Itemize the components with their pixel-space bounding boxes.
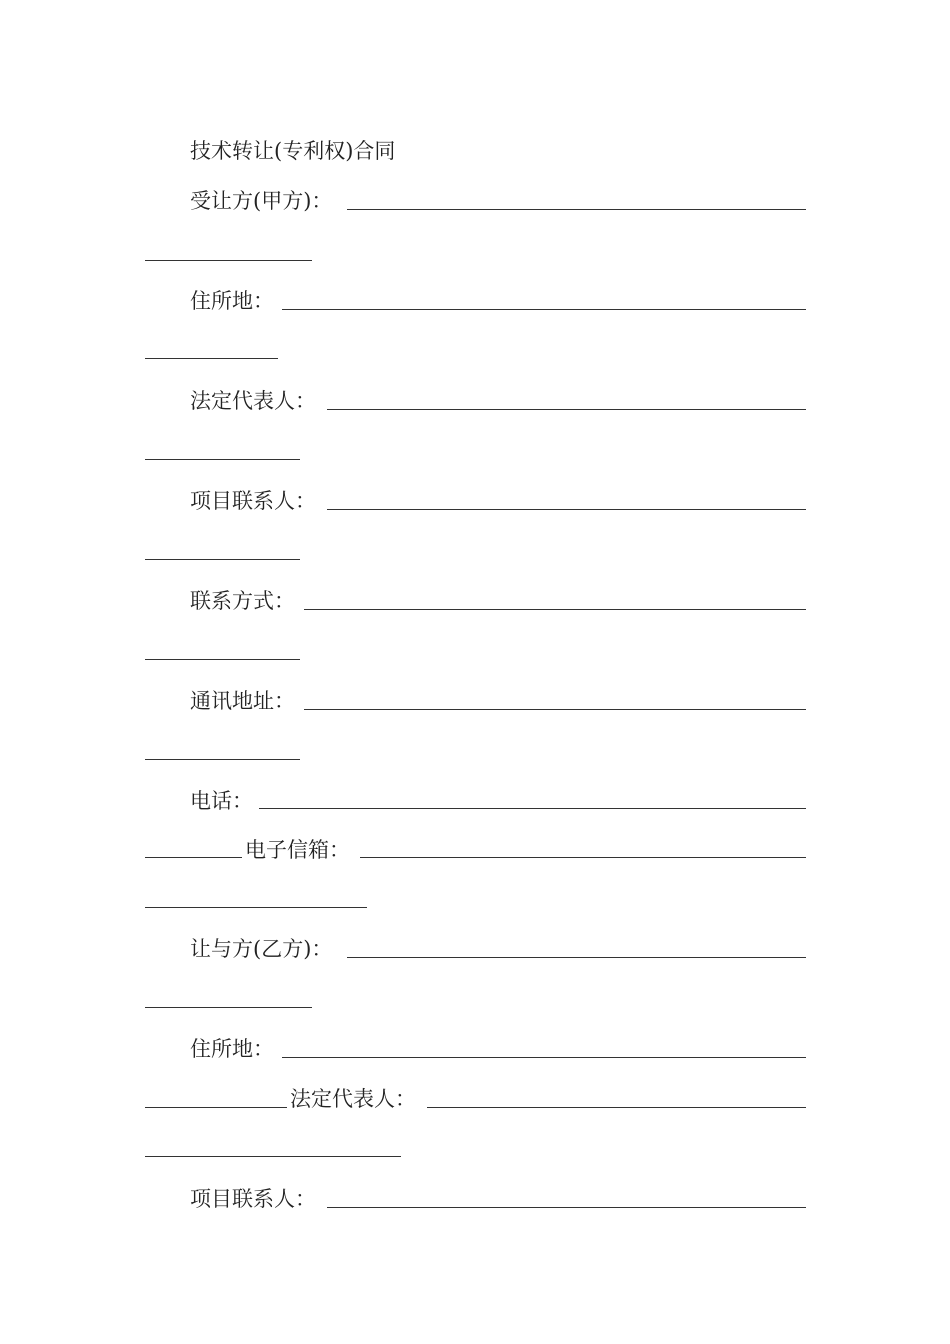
blank-line-assignee-mail-address[interactable] (304, 709, 806, 710)
field-label-assignee-address: 住所地： (190, 289, 274, 313)
blank-line-assignee-legal-rep[interactable] (327, 409, 806, 410)
document-title: 技术转让(专利权)合同 (190, 139, 396, 163)
blank-line-assignee-contact-cont[interactable] (145, 559, 300, 560)
field-label-assignee-contact: 项目联系人： (190, 489, 316, 513)
blank-line-assignee-contact-method[interactable] (304, 609, 806, 610)
blank-line-assignee-legal-rep-cont[interactable] (145, 459, 300, 460)
field-label-assignee-phone: 电话： (190, 789, 253, 813)
blank-line-assignee-address[interactable] (282, 309, 806, 310)
field-label-assignor: 让与方(乙方)： (190, 937, 333, 961)
blank-line-assignee-email-cont[interactable] (145, 907, 367, 908)
blank-line-assignee-contact[interactable] (327, 509, 806, 510)
blank-line-assignor-address[interactable] (282, 1057, 806, 1058)
blank-line-assignor-legal-rep-cont[interactable] (145, 1156, 401, 1157)
field-label-assignee-email: 电子信箱： (245, 838, 350, 862)
blank-line-assignor-address-cont[interactable] (145, 1107, 287, 1108)
field-label-assignee: 受让方(甲方)： (190, 189, 333, 213)
field-label-assignor-contact: 项目联系人： (190, 1187, 316, 1211)
field-label-assignee-legal-rep: 法定代表人： (190, 389, 316, 413)
field-label-assignee-contact-method: 联系方式： (190, 589, 295, 613)
field-label-assignee-mail-address: 通讯地址： (190, 689, 295, 713)
blank-line-assignor-cont[interactable] (145, 1007, 312, 1008)
blank-line-assignor-contact[interactable] (327, 1207, 806, 1208)
blank-line-assignee-phone-cont[interactable] (145, 857, 242, 858)
blank-line-assignee[interactable] (347, 209, 806, 210)
field-label-assignor-legal-rep: 法定代表人： (290, 1087, 416, 1111)
blank-line-assignee-email[interactable] (360, 857, 806, 858)
blank-line-assignor-legal-rep[interactable] (427, 1107, 806, 1108)
blank-line-assignee-cont[interactable] (145, 260, 312, 261)
blank-line-assignee-address-cont[interactable] (145, 358, 278, 359)
blank-line-assignee-phone[interactable] (259, 808, 806, 809)
blank-line-assignee-contact-method-cont[interactable] (145, 659, 300, 660)
blank-line-assignee-mail-address-cont[interactable] (145, 759, 300, 760)
field-label-assignor-address: 住所地： (190, 1037, 274, 1061)
blank-line-assignor[interactable] (347, 957, 806, 958)
